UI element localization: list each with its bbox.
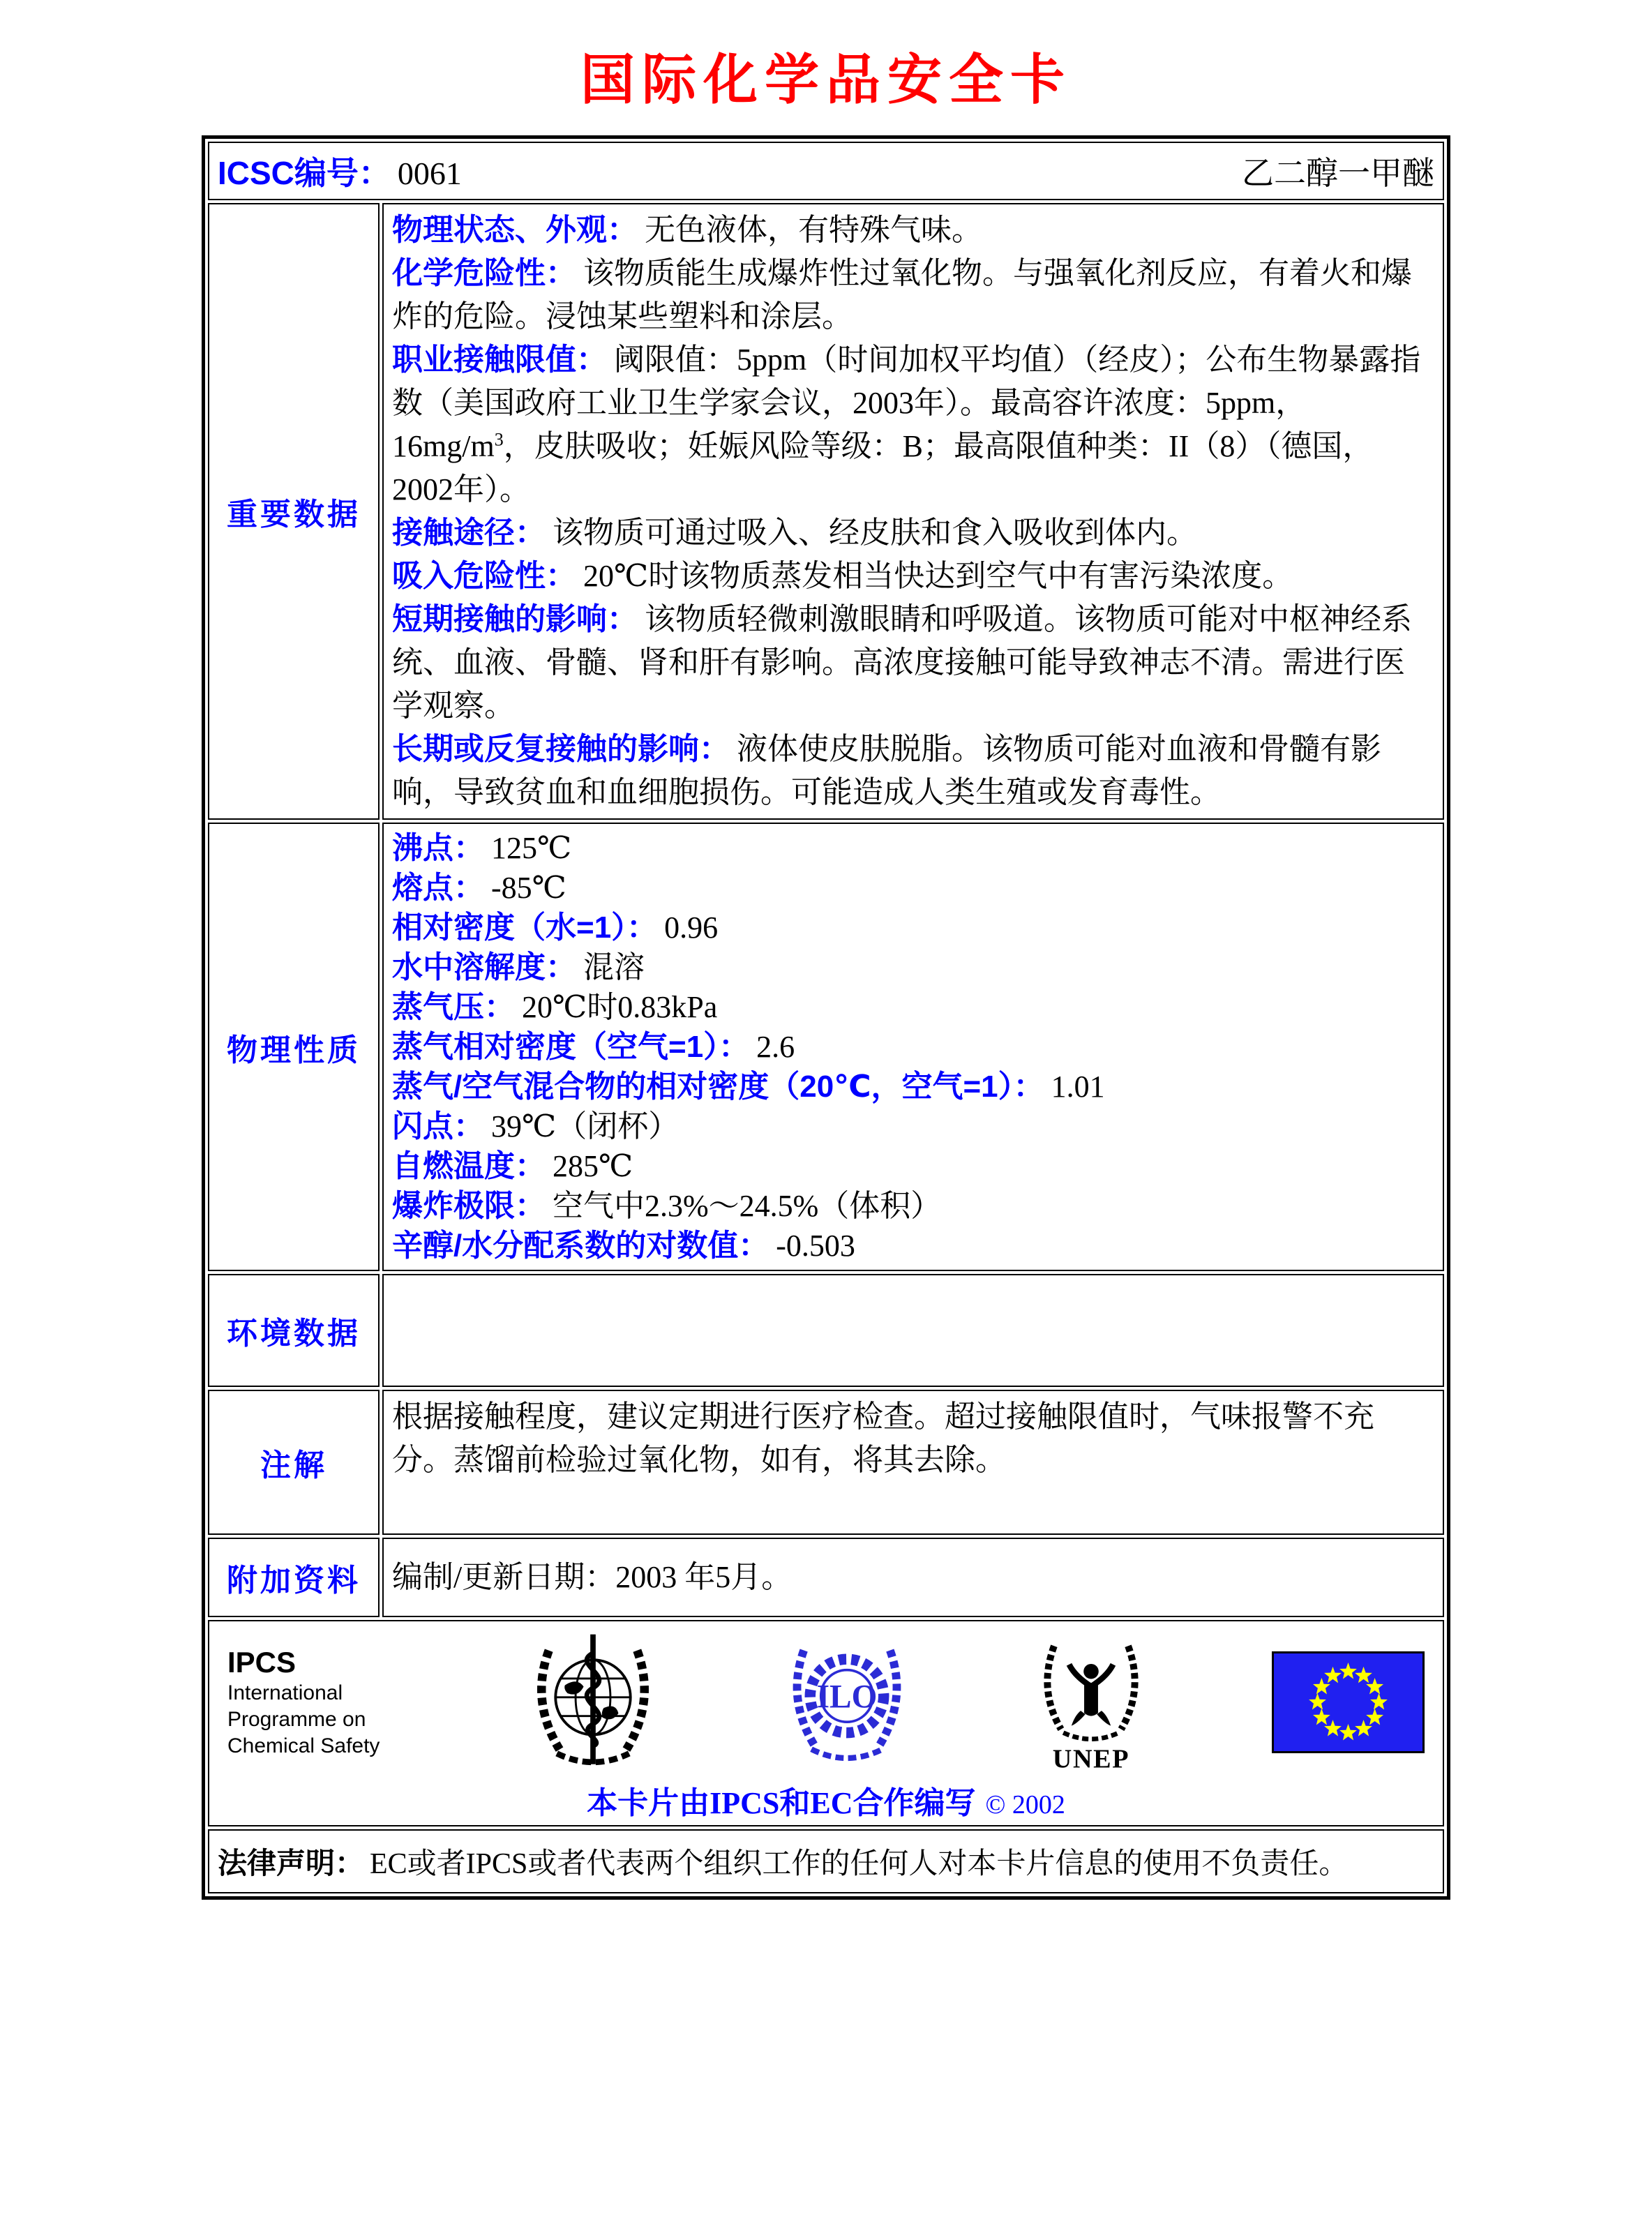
property-value: 39℃（闭杯） bbox=[491, 1109, 679, 1143]
additional-info-content: 编制/更新日期：2003 年5月。 bbox=[382, 1538, 1444, 1617]
text-segment: 20℃时该物质蒸发相当快达到空气中有害污染浓度。 bbox=[583, 559, 1293, 593]
paragraph bbox=[392, 598, 1434, 728]
legal-row bbox=[208, 1829, 1444, 1893]
property-label: 蒸气相对密度（空气=1）： bbox=[392, 1030, 750, 1064]
eu-flag-icon bbox=[1272, 1651, 1425, 1753]
paragraph bbox=[392, 555, 1434, 598]
property-line bbox=[392, 868, 1434, 908]
property-value: 20℃时0.83kPa bbox=[522, 990, 718, 1024]
paragraph bbox=[392, 511, 1434, 555]
notes-content: 根据接触程度，建议定期进行医疗检查。超过接触限值时，气味报警不充分。蒸馏前检验过氧化物，如有，将其去除。 bbox=[382, 1390, 1444, 1535]
property-line bbox=[392, 1146, 1434, 1186]
property-value: 285℃ bbox=[553, 1149, 633, 1183]
environmental-data-row bbox=[208, 1274, 1444, 1387]
who-emblem-icon bbox=[526, 1629, 660, 1776]
property-label: 闪点： bbox=[392, 1109, 484, 1143]
svg-text:UNEP: UNEP bbox=[1052, 1743, 1129, 1772]
property-line bbox=[392, 947, 1434, 987]
text-segment: 液体使皮肤脱脂。该物质可能对血液和骨髓有影响，导致贫血和血细胞损伤。可能造成人类生殖或发育毒性。 bbox=[392, 732, 1381, 809]
property-value: -85℃ bbox=[491, 871, 566, 905]
paragraph bbox=[392, 728, 1434, 814]
section-label-additional-info: 附加资料 bbox=[208, 1538, 380, 1617]
icsc-number-value: 0061 bbox=[397, 156, 462, 191]
field-label: 物理状态、外观： bbox=[392, 213, 638, 247]
text-segment: 该物质能生成爆炸性过氧化物。与强氧化剂反应，有着火和爆炸的危险。浸蚀某些塑料和涂层。 bbox=[392, 256, 1412, 333]
section-label-physical-properties: 物理性质 bbox=[208, 823, 380, 1271]
section-label-notes: 注解 bbox=[208, 1390, 380, 1535]
property-line bbox=[392, 1067, 1434, 1106]
field-label: 职业接触限值： bbox=[392, 343, 607, 377]
property-value: 空气中2.3%～24.5%（体积） bbox=[553, 1189, 942, 1223]
icsc-card-table bbox=[202, 135, 1450, 1900]
section-label-important-data: 重要数据 bbox=[208, 203, 380, 820]
property-value: 0.96 bbox=[664, 910, 719, 945]
property-line bbox=[392, 908, 1434, 947]
unep-emblem-icon bbox=[1033, 1633, 1149, 1772]
physical-properties-row bbox=[208, 823, 1444, 1271]
svg-text:ILO: ILO bbox=[816, 1679, 877, 1716]
property-label: 熔点： bbox=[392, 871, 484, 905]
icsc-number-group bbox=[218, 148, 462, 194]
physical-properties-content bbox=[382, 823, 1444, 1271]
copyright-text: © 2002 bbox=[985, 1790, 1065, 1819]
property-value: 混溶 bbox=[583, 950, 645, 984]
ipcs-subtitle-line-1: International bbox=[227, 1681, 343, 1704]
legal-cell bbox=[208, 1829, 1444, 1893]
icsc-number-label: ICSC编号： bbox=[218, 155, 391, 191]
property-value: 2.6 bbox=[756, 1030, 795, 1064]
property-value: 1.01 bbox=[1051, 1070, 1105, 1104]
legal-notice-label: 法律声明： bbox=[218, 1847, 365, 1879]
page-title: 国际化学品安全卡 bbox=[580, 50, 1072, 110]
property-line bbox=[392, 987, 1434, 1027]
legal-notice-text: EC或者IPCS或者代表两个组织工作的任何人对本卡片信息的使用不负责任。 bbox=[370, 1848, 1349, 1880]
text-segment: 该物质可通过吸入、经皮肤和食入吸收到体内。 bbox=[553, 516, 1197, 550]
important-data-row bbox=[208, 203, 1444, 820]
section-label-environmental-data: 环境数据 bbox=[208, 1274, 380, 1387]
text-segment: 3 bbox=[494, 429, 504, 450]
ipcs-title: IPCS bbox=[227, 1646, 296, 1679]
property-label: 自燃温度： bbox=[392, 1149, 546, 1183]
paragraph bbox=[392, 338, 1434, 511]
property-label: 水中溶解度： bbox=[392, 950, 576, 984]
logos-cell bbox=[208, 1620, 1444, 1826]
cooperation-caption-text: 本卡片由IPCS和EC合作编写 bbox=[587, 1786, 976, 1820]
field-label: 化学危险性： bbox=[392, 256, 576, 290]
property-label: 蒸气压： bbox=[392, 990, 515, 1024]
important-data-content bbox=[382, 203, 1444, 820]
property-label: 相对密度（水=1）： bbox=[392, 910, 658, 945]
property-value: 125℃ bbox=[491, 831, 572, 865]
header-row bbox=[208, 142, 1444, 200]
chemical-name: 乙二醇一甲醚 bbox=[1242, 156, 1434, 191]
text-segment: 阈限值：5ppm（时间加权平均值）（经皮）；公布生物暴露指数（美国政府工业卫生学家会议，2003年）。最高容许浓度：5ppm，16mg/m bbox=[392, 343, 1421, 463]
environmental-data-content bbox=[382, 1274, 1444, 1387]
field-label: 长期或反复接触的影响： bbox=[392, 732, 730, 766]
text-segment: ，皮肤吸收；妊娠风险等级：B；最高限值种类：II（8）（德国，2002年）。 bbox=[392, 429, 1374, 507]
property-label: 沸点： bbox=[392, 831, 484, 865]
notes-row bbox=[208, 1390, 1444, 1535]
cooperation-caption bbox=[227, 1778, 1425, 1822]
property-label: 蒸气/空气混合物的相对密度（20℃，空气=1）： bbox=[392, 1070, 1044, 1104]
ipcs-text-block bbox=[227, 1645, 403, 1759]
field-label: 接触途径： bbox=[392, 516, 546, 550]
paragraph bbox=[392, 252, 1434, 338]
ipcs-subtitle-line-3: Chemical Safety bbox=[227, 1734, 380, 1757]
property-label: 辛醇/水分配系数的对数值： bbox=[392, 1229, 769, 1263]
ilo-emblem-icon bbox=[783, 1633, 910, 1772]
field-label: 短期接触的影响： bbox=[392, 602, 638, 636]
property-line bbox=[392, 1186, 1434, 1226]
additional-info-row bbox=[208, 1538, 1444, 1617]
paragraph bbox=[392, 209, 1434, 252]
property-line bbox=[392, 1226, 1434, 1266]
property-line bbox=[392, 1106, 1434, 1146]
property-line bbox=[392, 1027, 1434, 1067]
header-cell bbox=[208, 142, 1444, 200]
text-segment: 无色液体，有特殊气味。 bbox=[645, 213, 982, 247]
ipcs-subtitle-line-2: Programme on bbox=[227, 1708, 366, 1731]
text-segment: 该物质轻微刺激眼睛和呼吸道。该物质可能对中枢神经系统、血液、骨髓、肾和肝有影响。高浓度接触可能导致神志不清。需进行医学观察。 bbox=[392, 602, 1412, 723]
property-line bbox=[392, 828, 1434, 868]
logos-row bbox=[208, 1620, 1444, 1826]
field-label: 吸入危险性： bbox=[392, 559, 576, 593]
property-label: 爆炸极限： bbox=[392, 1189, 546, 1223]
property-value: -0.503 bbox=[776, 1229, 855, 1263]
